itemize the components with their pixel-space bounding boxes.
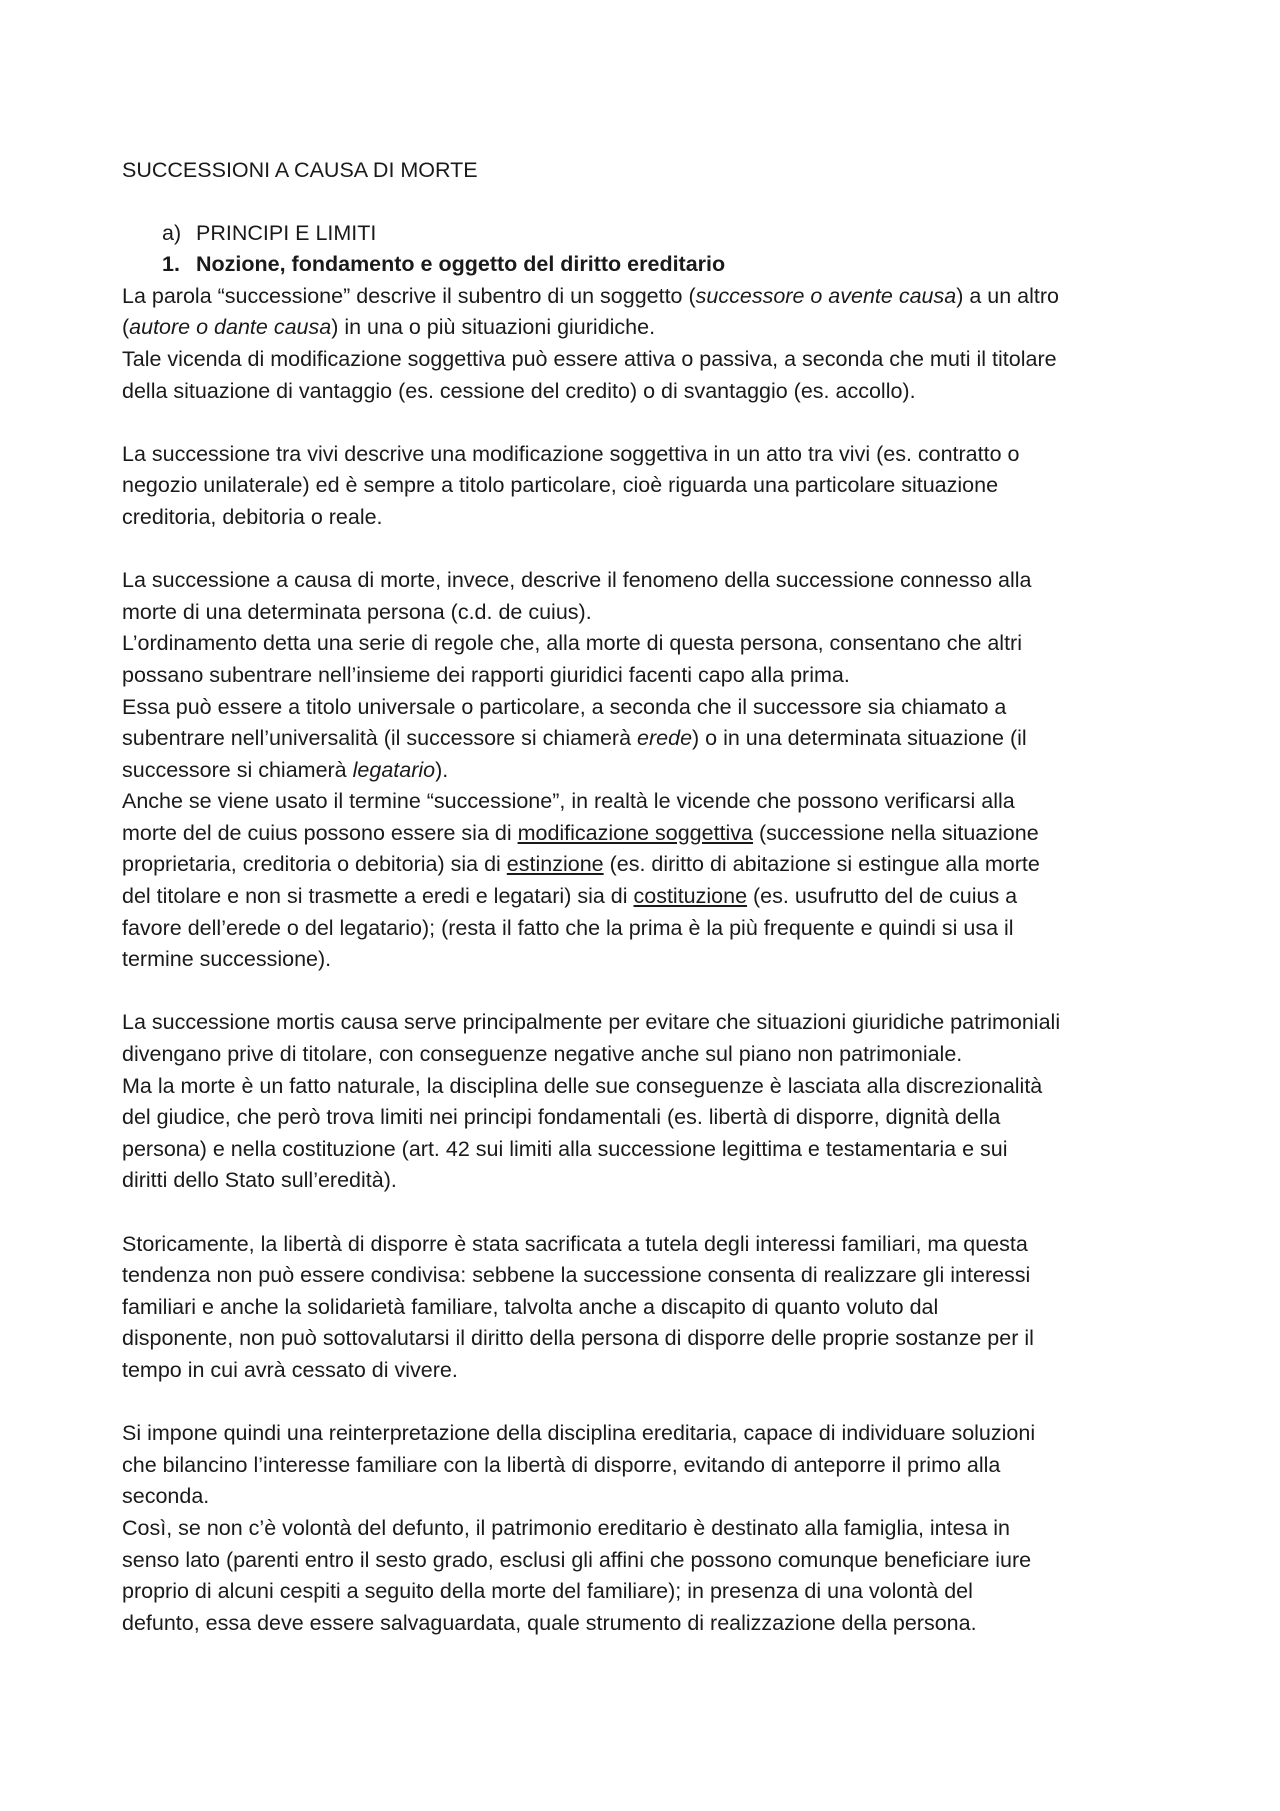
paragraph-line [122, 849, 1172, 881]
paragraph-spacer [122, 976, 1172, 1008]
paragraph-line: La successione tra vivi descrive una modificazione soggettiva in un atto tra vivi (es. contratto o [122, 441, 1020, 466]
text-run: ( [122, 315, 130, 340]
text-run: ) o in una determinata situazione (il [692, 726, 1027, 751]
underlined-term: costituzione [633, 884, 748, 909]
paragraph-line: La successione a causa di morte, invece, descrive il fenomeno della successione connesso alla [122, 568, 1032, 593]
paragraph-spacer [122, 1197, 1172, 1229]
document-body [122, 155, 1172, 1639]
paragraph-3 [122, 565, 1172, 976]
text-run: (successione nella situazione [753, 820, 1039, 845]
document-title: SUCCESSIONI A CAUSA DI MORTE [122, 158, 478, 182]
text-run: morte del de cuius possono essere sia di [122, 820, 518, 845]
section-heading-label: Nozione, fondamento e oggetto del diritto ereditario [196, 252, 726, 277]
paragraph-line: proprio di alcuni cespiti a seguito della morte del familiare); in presenza di una volontà del [122, 1579, 973, 1604]
paragraph-1 [122, 281, 1172, 407]
paragraph-line: Ma la morte è un fatto naturale, la disciplina delle sue conseguenze è lasciata alla discrezionalità [122, 1073, 1043, 1098]
paragraph-line: creditoria, debitoria o reale. [122, 504, 383, 529]
paragraph-line: seconda. [122, 1484, 210, 1509]
paragraph-line: favore dell’erede o del legatario); (resta il fatto che la prima è la più frequente e quindi si usa il [122, 915, 1014, 940]
outline-item-a [122, 218, 1172, 250]
paragraph-line: disponente, non può sottovalutarsi il diritto della persona di disporre delle proprie sostanze per il [122, 1326, 1034, 1351]
italic-term: legatario [352, 757, 436, 782]
italic-term: erede [637, 726, 693, 751]
text-run: (es. usufrutto del de cuius a [747, 884, 1018, 909]
paragraph-5 [122, 1229, 1172, 1387]
paragraph-spacer [122, 534, 1172, 566]
paragraph-line: Storicamente, la libertà di disporre è stata sacrificata a tutela degli interessi familiari, ma questa [122, 1231, 1028, 1256]
section-heading [122, 249, 1172, 281]
paragraph-4 [122, 1007, 1172, 1197]
paragraph-line: del giudice, che però trova limiti nei principi fondamentali (es. libertà di disporre, dignità della [122, 1105, 1001, 1130]
paragraph-line: tendenza non può essere condivisa: sebbene la successione consenta di realizzare gli interessi [122, 1263, 1031, 1288]
text-run: successore si chiamerà [122, 757, 353, 782]
text-run: ). [435, 757, 449, 782]
paragraph-spacer [122, 407, 1172, 439]
paragraph-line: senso lato (parenti entro il sesto grado, esclusi gli affini che possono comunque beneficiare iure [122, 1547, 1032, 1572]
text-run: proprietaria, creditoria o debitoria) sia di [122, 852, 507, 877]
paragraph-line [122, 312, 1172, 344]
text-run: del titolare e non si trasmette a eredi e legatari) sia di [122, 884, 634, 909]
paragraph-line: morte di una determinata persona (c.d. de cuius). [122, 599, 592, 624]
paragraph-line: Tale vicenda di modificazione soggettiva può essere attiva o passiva, a seconda che muti il titolare [122, 346, 1057, 371]
paragraph-line: Così, se non c’è volontà del defunto, il patrimonio ereditario è destinato alla famiglia, intesa in [122, 1515, 1010, 1540]
paragraph-6 [122, 1418, 1172, 1639]
paragraph-line [122, 755, 1172, 787]
text-run: La parola “successione” descrive il subentro di un soggetto ( [122, 283, 696, 308]
paragraph-2 [122, 439, 1172, 534]
paragraph-line: che bilancino l’interesse familiare con la libertà di disporre, evitando di anteporre il primo alla [122, 1452, 1001, 1477]
paragraph-line: familiari e anche la solidarietà familiare, talvolta anche a discapito di quanto voluto dal [122, 1294, 939, 1319]
paragraph-line: persona) e nella costituzione (art. 42 sui limiti alla successione legittima e testamentaria e sui [122, 1136, 1008, 1161]
paragraph-line: Essa può essere a titolo universale o particolare, a seconda che il successore sia chiamato a [122, 694, 1007, 719]
paragraph-line: Anche se viene usato il termine “successione”, in realtà le vicende che possono verificarsi alla [122, 789, 1015, 814]
paragraph-line: negozio unilaterale) ed è sempre a titolo particolare, cioè riguarda una particolare situazione [122, 473, 999, 498]
paragraph-line [122, 881, 1172, 913]
paragraph-line: defunto, essa deve essere salvaguardata, quale strumento di realizzazione della persona. [122, 1610, 977, 1635]
paragraph-line: La successione mortis causa serve principalmente per evitare che situazioni giuridiche patrimoniali [122, 1010, 1061, 1035]
outline-label: PRINCIPI E LIMITI [196, 220, 377, 245]
paragraph-line [122, 818, 1172, 850]
paragraph-line: termine successione). [122, 947, 332, 972]
text-run: ) a un altro [956, 283, 1059, 308]
underlined-term: modificazione soggettiva [517, 820, 754, 845]
paragraph-line: diritti dello Stato sull’eredità). [122, 1168, 397, 1193]
paragraph-line: Si impone quindi una reinterpretazione della disciplina ereditaria, capace di individuare soluzioni [122, 1421, 1036, 1446]
text-run: subentrare nell’universalità (il successore si chiamerà [122, 726, 638, 751]
paragraph-line: della situazione di vantaggio (es. cessione del credito) o di svantaggio (es. accollo). [122, 378, 916, 403]
italic-term: autore o dante causa [129, 315, 332, 340]
list-marker: 1. [162, 252, 180, 277]
paragraph-line: divengano prive di titolare, con conseguenze negative anche sul piano non patrimoniale. [122, 1042, 963, 1067]
italic-term: successore o avente causa [695, 283, 957, 308]
list-marker: a) [162, 220, 182, 245]
paragraph-spacer [122, 1387, 1172, 1419]
paragraph-line: possano subentrare nell’insieme dei rapporti giuridici facenti capo alla prima. [122, 662, 850, 687]
text-run: (es. diritto di abitazione si estingue alla morte [603, 852, 1040, 877]
paragraph-line [122, 723, 1172, 755]
paragraph-line: L’ordinamento detta una serie di regole che, alla morte di questa persona, consentano che altri [122, 631, 1022, 656]
text-run: ) in una o più situazioni giuridiche. [331, 315, 656, 340]
paragraph-line [122, 281, 1172, 313]
underlined-term: estinzione [506, 852, 604, 877]
paragraph-line: tempo in cui avrà cessato di vivere. [122, 1357, 458, 1382]
